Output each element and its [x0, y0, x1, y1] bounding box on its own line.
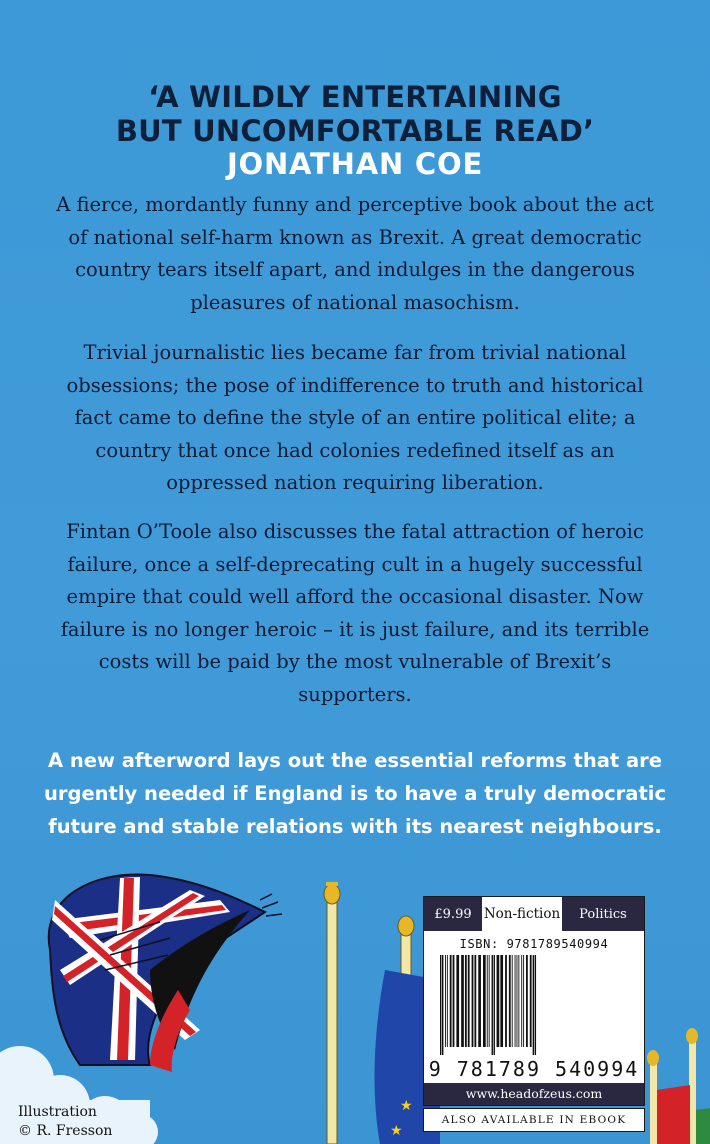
right-flags-illustration — [647, 1028, 710, 1144]
barcode-guard-bar — [440, 955, 441, 1055]
isbn-label: ISBN: 9781789540994 — [459, 937, 609, 951]
price-tag: £9.99 — [424, 897, 482, 931]
barcode-digits: 9 781789 540994 — [428, 1057, 640, 1081]
blurb-paragraph-2: Trivial journalistic lies became far from trivial national obsessions; the pose of indifference to truth and historical fact came to define the style of an entire political elite; a country that once had colonies redefined itself as an oppressed nation requiring liberation. — [66, 341, 644, 494]
barcode-bar — [447, 955, 448, 1047]
barcode-bar — [512, 955, 513, 1047]
barcode-bar — [450, 955, 452, 1047]
category-tag-politics: Politics — [562, 897, 644, 931]
barcode-bar — [465, 955, 467, 1047]
barcode-bar — [517, 955, 518, 1047]
barcode-bar — [518, 955, 519, 1047]
barcode-bar — [515, 955, 516, 1047]
barcode-bar — [468, 955, 470, 1047]
barcode-bar — [497, 955, 500, 1047]
flagpole-illustration — [324, 882, 340, 1144]
barcode-bar — [483, 955, 486, 1047]
review-quote-author: JONATHAN COE — [226, 147, 484, 181]
barcode-guard-bar — [535, 955, 536, 1055]
barcode-bar — [478, 955, 481, 1047]
publisher-website: www.headofzeus.com — [424, 1083, 644, 1105]
barcode-bar — [509, 955, 511, 1047]
blurb-paragraph-3: Fintan O’Toole also discusses the fatal attraction of heroic failure, once a self-deprecating cult in a hugely successful empire that could well afford the occasional disaster. Now failure is no longer heroic – it is just failure, and its terrible costs will be paid by the most vulnerable of Brexit’s supporters. — [60, 520, 650, 706]
review-quote-line-2: BUT UNCOMFORTABLE READ’ — [115, 114, 595, 148]
ebook-availability-note: ALSO AVAILABLE IN EBOOK — [423, 1108, 645, 1132]
svg-text:★: ★ — [390, 1123, 403, 1139]
barcode-bar — [526, 955, 528, 1047]
review-quote-line-1: ‘A WILDLY ENTERTAINING — [148, 80, 562, 114]
barcode-guard-bar — [494, 955, 495, 1055]
illustration-credit — [18, 1103, 112, 1141]
afterword-note: A new afterword lays out the essential reforms that are urgently needed if England is to have a truly democratic future and stable relations with its nearest neighbours. — [43, 749, 667, 838]
barcode-bar — [523, 955, 524, 1047]
barcode-bar — [453, 955, 455, 1047]
union-flag-illustration — [49, 874, 282, 1072]
barcode-bars — [438, 955, 632, 1055]
barcode-guard-bar — [533, 955, 534, 1055]
category-tags — [424, 897, 644, 931]
barcode-sticker — [423, 896, 645, 1106]
barcode-bar — [474, 955, 476, 1047]
barcode-bar — [500, 955, 503, 1047]
blurb-paragraph-1: A fierce, mordantly funny and perceptive book about the act of national self-harm known as Brexit. A great democratic country tears itself apart, and indulges in the dangerous pleasures of national masochism. — [56, 193, 654, 314]
barcode-bar — [472, 955, 474, 1047]
barcode-bar — [456, 955, 459, 1047]
barcode-bar — [505, 955, 507, 1047]
barcode-bar — [489, 955, 490, 1047]
svg-text:★: ★ — [400, 1098, 413, 1114]
barcode-bar — [530, 955, 532, 1047]
barcode-guard-bar — [442, 955, 443, 1055]
barcode-guard-bar — [492, 955, 493, 1055]
category-tag-nonfiction: Non-fiction — [482, 897, 562, 931]
barcode-bar — [521, 955, 522, 1047]
barcode-bar — [445, 955, 446, 1047]
credit-line-1: Illustration — [18, 1104, 97, 1120]
credit-line-2: © R. Fresson — [18, 1123, 113, 1139]
barcode-bar — [461, 955, 464, 1047]
barcode-bar — [487, 955, 488, 1047]
